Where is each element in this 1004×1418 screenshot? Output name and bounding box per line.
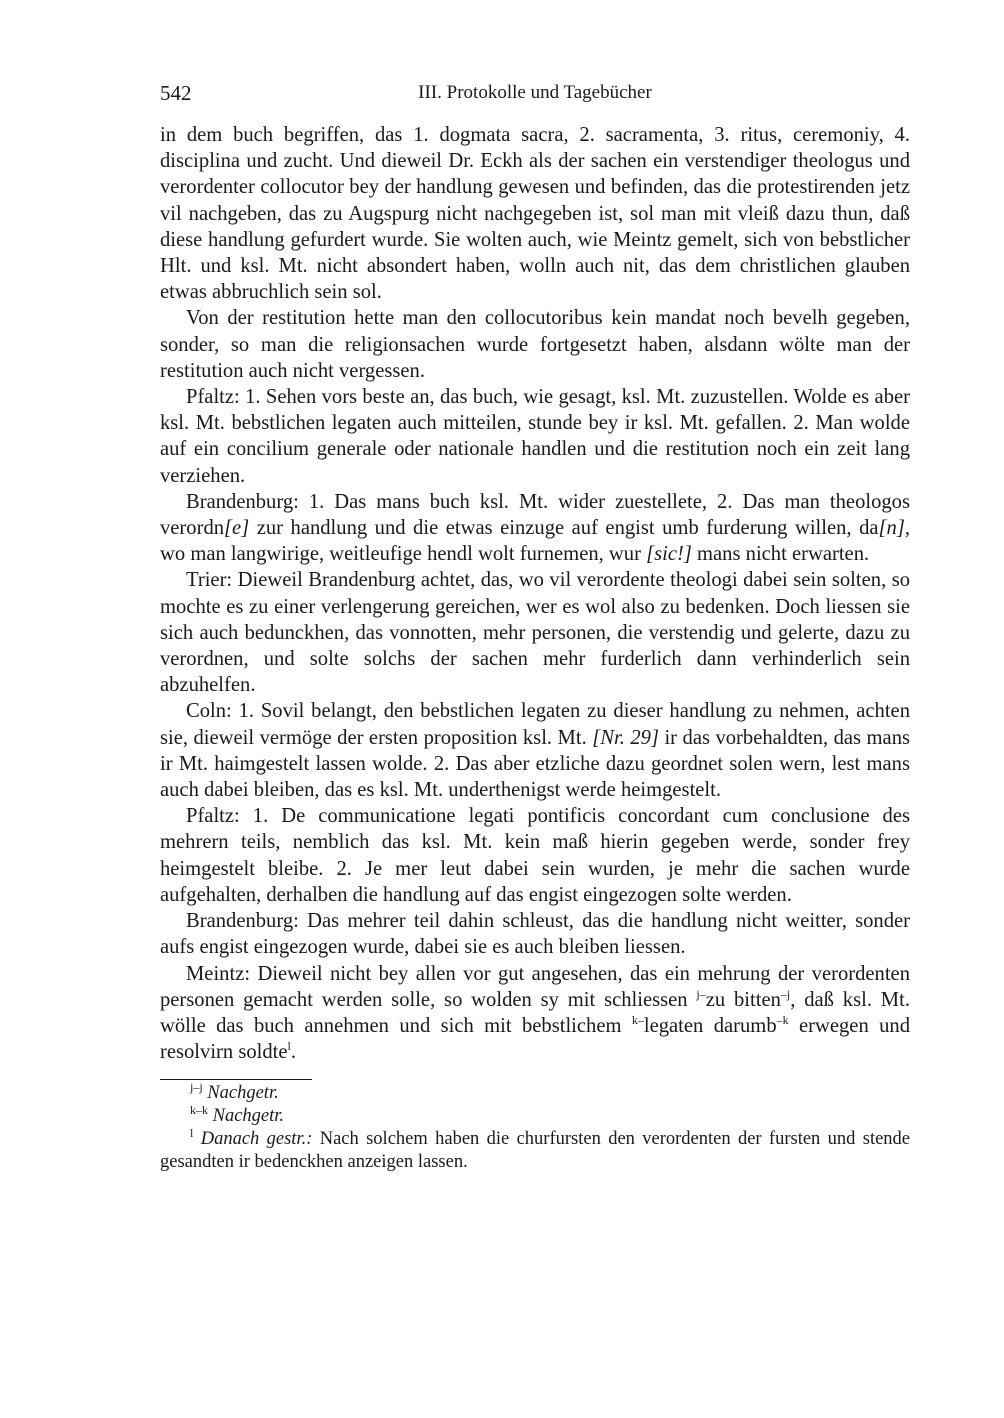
text-run: Brandenburg: 1. Das mans buch ksl. Mt. wider zuestellete, 2. Das man theologos verordn [160, 490, 910, 540]
footnote [160, 1105, 910, 1128]
text-run: zu bitten [705, 988, 781, 1011]
paragraph [160, 961, 910, 1066]
text-run: erwegen und resolvirn soldte [160, 1014, 911, 1064]
text-run: , wo man langwirige, weitleufige hendl wolt furnemen, wur [160, 517, 910, 566]
paragraph [160, 698, 910, 803]
editorial-insertion: [n] [878, 517, 905, 540]
text-run: zur handlung und die etwas einzuge auf engist umb furderung willen, da [249, 517, 879, 540]
text-run: ir das vorbehaldten, das mans ir Mt. haimgestelt lassen wolde. 2. Das aber etzliche dazu geordnet solen wern, lest mans auch dabei bleiben, das es ksl. Mt. underthenigst werde heimgestelt. [160, 726, 911, 802]
footnote-label: j–j [190, 1080, 203, 1095]
text-run: Coln: 1. Sovil belangt, den bebstlichen legaten zu dieser handlung zu nehmen, achten sie, dieweil vermöge der ersten proposition ksl. Mt. [160, 700, 910, 749]
footnote-divider [160, 1079, 312, 1080]
running-title: III. Protokolle und Tagebücher [418, 82, 652, 103]
footnotes [160, 1082, 910, 1174]
footnote-mark: l [287, 1039, 291, 1054]
body-text [160, 122, 910, 1065]
footnote-text: Nach solchem haben die churfursten den verordenten der fursten und stende gesandten ir bedenckhen anzeigen lassen. [160, 1129, 911, 1173]
footnote-mark: –j [780, 986, 791, 1001]
paragraph: Pfaltz: 1. Sehen vors beste an, das buch, wie gesagt, ksl. Mt. zuzustellen. Wolde es aber ksl. Mt. bebstlichen legaten auch mitteilen, stunde bey ir ksl. Mt. gefallen. 2. Man wolde auf ein concilium generale oder nationale handlen und die restitution noch ein zeit lang verziehen. [160, 386, 910, 487]
footnote-italic: Nachgetr. [212, 1106, 285, 1127]
paragraph: in dem buch begriffen, das 1. dogmata sacra, 2. sacramenta, 3. ritus, ceremoniy, 4. disciplina und zucht. Und dieweil Dr. Eckh als der sachen ein verstendiger theologus und verordenter collocutor bey der handlung gewesen und befinden, das die protestirenden jetz vil nachgeben, das zu Augspurg nicht nachgegeben ist, sol man mit vleiß dazu thun, daß diese handlung gefurdert wurde. Sie wolten auch, wie Meintz gemelt, sich von bebstlicher Hlt. und ksl. Mt. nicht absondert haben, wolln auch nit, das dem christlichen glauben etwas abbruchlich sein sol. [160, 124, 910, 304]
paragraph: Von der restitution hette man den collocutoribus kein mandat noch bevelh gegeben, sonder, so man die religionsachen wurde fortgesetzt haben, alsdann wölte man der restitution auch nicht vergessen. [160, 307, 910, 382]
footnote-italic: Nachgetr. [207, 1083, 279, 1104]
text-run: legaten darumb [643, 1014, 777, 1037]
footnote-label: k–k [190, 1103, 208, 1118]
cross-reference: [Nr. 29] [592, 726, 659, 749]
paragraph: Brandenburg: Das mehrer teil dahin schleust, das die handlung nicht weitter, sonder aufs engist eingezogen wurde, dabei sie es auch bleiben liessen. [160, 910, 910, 959]
footnote [160, 1082, 910, 1105]
footnote-mark: –k [776, 1012, 789, 1027]
editorial-note: [sic!] [646, 543, 692, 566]
paragraph [160, 489, 910, 568]
text-run: mans nicht erwarten. [691, 543, 870, 566]
footnote-mark: j– [696, 986, 706, 1001]
text-run: . [290, 1041, 297, 1064]
text-run: Meintz: Dieweil nicht bey allen vor gut angesehen, das ein mehrung der verordenten personen gemacht werden solle, so wolden sy mit schliessen [160, 962, 910, 1011]
page-number: 542 [160, 81, 192, 105]
footnote [160, 1128, 910, 1174]
page-content [160, 78, 910, 1174]
running-head [160, 78, 910, 108]
footnote-mark: k– [631, 1012, 644, 1027]
paragraph: Trier: Dieweil Brandenburg achtet, das, wo vil verordente theologi dabei sein solten, so mochte es zu einer verlengerung gereichen, wer es wol also zu bedenken. Doch liessen sie sich auch bedunckhen, das vonnotten, mehr personen, die verstendig und gelerte, dazu zu verordnen, und solte solchs der sachen mehr furderlich dann verhinderlich sein abzuhelfen. [160, 569, 910, 697]
text-run: , daß ksl. Mt. wölle das buch annehmen und sich mit bebstlichem [160, 988, 910, 1037]
editorial-insertion: [e] [224, 517, 250, 540]
footnote-italic: Danach gestr.: [200, 1129, 313, 1150]
footnote-label: l [190, 1126, 194, 1141]
paragraph: Pfaltz: 1. De communicatione legati pontificis concordant cum conclusione des mehrern teils, nemblich das ksl. Mt. kein maß hierin gegeben werde, sonder frey heimgestelt bleibe. 2. Je mer leut dabei sein wurden, je mehr die sachen wurde aufgehalten, derhalben die handlung auf das engist eingezogen solte werden. [160, 805, 910, 906]
